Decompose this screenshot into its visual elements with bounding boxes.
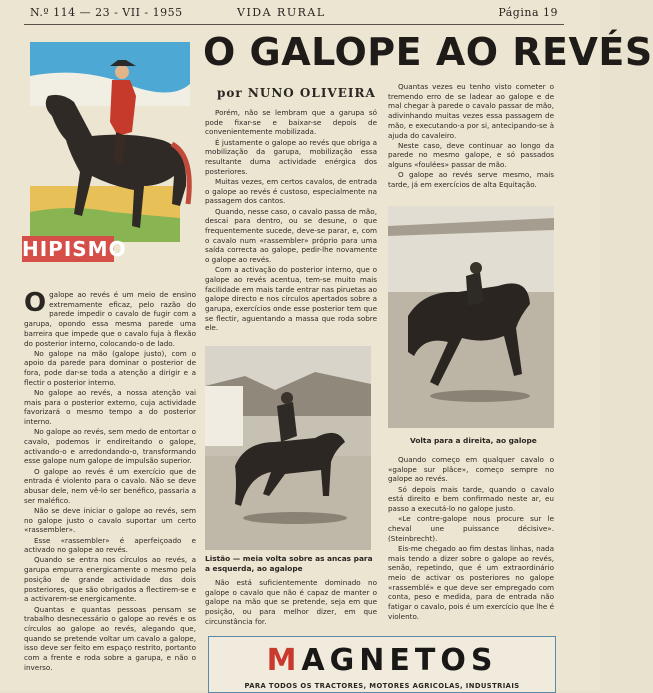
text-column-3 (388, 82, 554, 200)
photo-caption-2: Volta para a direita, ao galope (410, 436, 537, 445)
paragraph: Muitas vezes, em certos cavalos, de entrada o galope ao revés é custoso, especialmente na passagem dos cantos. (205, 176, 377, 206)
paragraph: No galope ao revés, a nossa atenção vai mais para o posterior externo, cuja actividade favorizará o mesmo tempo a do posterior interno. (24, 388, 196, 427)
paragraph: galope ao revés é um meio de ensino extremamente eficaz, pelo razão do parede impedir o cavalo de fugir com a garupa, opondo essa mesma parede uma barreira que impede que o cavalo fuja à flexão do posterior interno, colocando-o de lado. (24, 290, 196, 348)
drop-cap: O (24, 288, 47, 318)
paragraph: Com a activação do posterior interno, que o galope ao revés acentua, tem-se muito mais facilidade em mais tarde entrar nas piruetas ao galope directo e nos círculos apertados sobre a garupa, exercícios onde esse posterior tem que se flectir, aguentando a massa que roda sobre ele. (205, 265, 377, 333)
page-number: Página 19 (498, 6, 558, 19)
text-column-1 (24, 290, 196, 685)
paragraph: Quando, nesse caso, o cavalo passa de mão, descai para dentro, ou se desune, o que frequentemente sucede, deve-se parar, e, com o cavalo num «rassembler» próprio para uma saída correcta ao galope, pedir-lhe novamente o galope ao revés. (205, 206, 377, 265)
paragraph: Neste caso, deve continuar ao longo da parede no mesmo galope, e só passados alguns «foulées» passar de mão. (388, 140, 554, 170)
magnetos-advert (208, 636, 556, 693)
paragraph: É justamente o galope ao revés que obriga a mobilização da garupa, mobilização essa resultante duma actividade enérgica dos posteriores. (205, 137, 377, 176)
page-header (30, 6, 558, 24)
horse-rider-illustration (22, 36, 194, 268)
text-column-2 (205, 108, 377, 340)
photo-half-turn-image (205, 346, 371, 550)
paragraph: Porém, não se lembram que a garupa só pode fixar-se e baixar-se depois de convenientemente mobilizada. (205, 108, 377, 137)
issue-number: N.º 114 — 23 - VII - 1955 (30, 6, 183, 19)
header-rule (24, 24, 564, 25)
paragraph: O galope ao revés serve mesmo, mais tarde, já em exercícios de alta Equitação. (388, 170, 554, 190)
text-column-4 (388, 455, 554, 625)
paragraph: Não está suficientemente dominado no galope o cavalo que não é capaz de manter o galope na mão que se pretende, seja em que posição, ou para melhor dizer, em que circunstância for. (205, 578, 377, 626)
paragraph: No galope na mão (galope justo), com o apoio da parede para dominar o posterior de fora, pode dar-se toda a atenção a dirigir e a flectir o posterior interno. (24, 348, 196, 387)
article-title: O GALOPE AO REVÉS (203, 30, 653, 74)
advert-brand-rest: AGNETOS (301, 643, 498, 678)
paragraph: «Le contre-galope nous procure sur le cheval une puissance décisive». (Steinbrecht). (388, 514, 554, 543)
magazine-name: VIDA RURAL (237, 6, 326, 19)
paragraph: Quantas vezes eu tenho visto cometer o tremendo erro de se ladear ao galope e de mal chegar à parede o cavalo passar de mão, adivinhando muitas vezes essa passagem de mão, e executando-a por si, antecipando-se à ajuda do cavaleiro. (388, 82, 554, 140)
text-column-5 (205, 578, 377, 630)
section-label: HIPISMO (22, 237, 127, 261)
paragraph: Só depois mais tarde, quando o cavalo está direito e bem confirmado neste ar, eu passo a executá-lo no galope justo. (388, 484, 554, 514)
paragraph: Quando começo em qualquer cavalo o «galope sur plâce», começo sempre no galope ao revés. (388, 455, 554, 484)
paragraph: No galope ao revés, sem medo de entortar o cavalo, podemos ir endireitando o galope, activando-o e arredondando-o, transformando esse galope num galope de impulsão superior. (24, 427, 196, 466)
paragraph: Eis-me chegado ao fim destas linhas, nada mais tendo a dizer sobre o galope ao revés, senão, repetindo, que é um extraordinário meio de activar os posteriores no galope «rassemblé» e que deve ser empregado com conta, peso e medida, para de entrada não fatigar o cavalo, pois é um exercício que lhe é violento. (388, 543, 554, 621)
photo-turn-right (388, 206, 554, 428)
paragraph: Quando se entra nos círculos ao revés, a garupa empurra energicamente o mesmo pela posição de grande actividade dos dois posteriores, que são obrigados a flectirem-se e a activarem-se energicamente. (24, 555, 196, 604)
paragraph: Quantas e quantas pessoas pensam se trabalho desnecessário o galope ao revés e os círculos ao galope ao revés, alegando que, quando se pretende voltar um cavalo a galope, isso deve ser feito em espaço restrito, portanto com a frente e roda sobre a garupa, e não o inverso. (24, 604, 196, 672)
paragraph: Esse «rassembler» é aperfeiçoado e activado no galope ao revés. (24, 535, 196, 555)
article-byline: por NUNO OLIVEIRA (217, 86, 376, 100)
photo-half-turn (205, 346, 371, 550)
paragraph: Não se deve iniciar o galope ao revés, sem no galope justo o cavalo suportar um certo «rassembler». (24, 505, 196, 535)
paragraph: O galope ao revés é um exercício que de entrada é violento para o cavalo. Não se deve abusar dele, nem vê-lo ser benéfico, passaria a ser maléfico. (24, 466, 196, 505)
photo-caption-1: Listão — meia volta sobre as ancas para a esquerda, ao agalope (205, 554, 373, 573)
advert-brand-initial: M (266, 643, 302, 678)
photo-turn-right-image (388, 206, 554, 428)
advert-tagline: PARA TODOS OS TRACTORES, MOTORES AGRICOLAS, INDUSTRIAIS (244, 682, 520, 690)
advert-brand (209, 643, 555, 678)
